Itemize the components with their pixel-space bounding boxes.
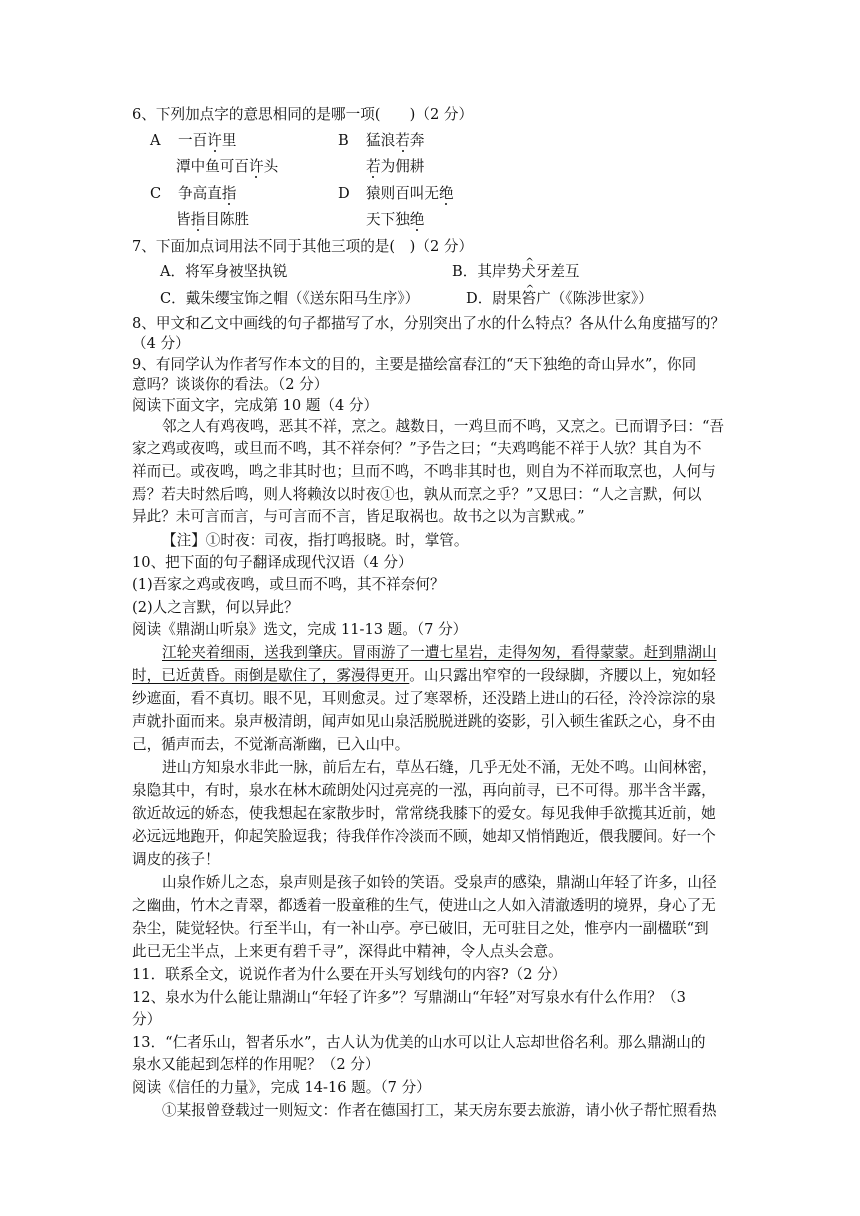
- q7-stem: 7、下面加点词用法不同于其他三项的是( )（2 分）: [132, 238, 474, 255]
- q6-option-b-line1: 猛浪若奔: [366, 132, 425, 149]
- emphasis-dot-char: 绝: [409, 211, 425, 228]
- underlined-sentence: 时，已近黄昏。雨倒是歇住了，雾漫得更开: [132, 667, 410, 684]
- q11-stem: 11．联系全文，说说作者为什么要在开头写划线句的内容?（2 分）: [132, 966, 567, 983]
- reading10-para-line: 异此？未可言而言，与可言而不言，皆足取祸也。故书之以为言默戒。”: [132, 508, 585, 525]
- emphasis-dot-char: 许: [248, 158, 264, 175]
- reading11-para-line: 纱遮面，看不真切。眼不见，耳则愈灵。过了寒翠桥，还没踏上进山的石径，泠泠淙淙的泉: [132, 690, 716, 707]
- reading11-para-line: 进山方知泉水非此一脉，前后左右，草丛石缝，几乎无处不涌，无处不鸣。山间林密，: [162, 759, 717, 776]
- q6-option-d-line1: 猿则百叫无绝: [366, 185, 454, 202]
- q6-option-c-label: C: [150, 185, 162, 202]
- q12-line2: 分）: [132, 1011, 162, 1028]
- q6-stem: 6、下列加点字的意思相同的是哪一项( )（2 分）: [132, 106, 474, 123]
- q7-option-b: B．其岸势^ 犬牙差互: [452, 261, 580, 283]
- q8-line2: （4 分）: [132, 335, 190, 352]
- q10-sentence-1: (1)吾家之鸡或夜鸣，或旦而不鸣，其不祥奈何？: [132, 576, 445, 593]
- emphasis-dot-char: 指: [190, 211, 206, 228]
- q9-line2: 意吗？谈谈你的看法。（2 分）: [132, 376, 329, 393]
- q6-option-d-line2: 天下独绝: [366, 211, 425, 228]
- reading11-para-line: 声就扑面而来。泉声极清朗，闻声如见山泉活脱脱迸跳的姿影，引入顿生雀跃之心，身不由: [132, 713, 716, 730]
- reading11-para-line: 此已无尘半点，上来更有碧千寻”，深得此中精神，令人点头会意。: [132, 943, 563, 960]
- q6-option-b-label: B: [338, 132, 349, 149]
- reading10-note: 【注】①时夜：司夜，指打鸣报晓。时，掌管。: [162, 532, 469, 549]
- reading11-para-line: 时，已近黄昏。雨倒是歇住了，雾漫得更开。山只露出窄窄的一段绿脚，齐腰以上，宛如轻: [132, 667, 716, 684]
- reading11-para-line: 泉隐其中，有时，泉水在林木疏朗处闪过亮亮的一泓，再向前寻，已不可得。那半含半露，: [132, 782, 716, 799]
- underlined-sentence: 江轮夹着细雨，送我到肇庆。冒雨游了一遭七星岩，走得匆匆，看得蒙蒙。赶到鼎湖山: [162, 644, 717, 661]
- reading14-intro: 阅读《信任的力量》，完成 14-16 题。（7 分）: [132, 1079, 431, 1096]
- q6-option-a-line2: 潭中鱼可百许头: [176, 158, 279, 175]
- reading10-para-line: 邻之人有鸡夜鸣，恶其不祥，烹之。越数日，一鸡旦而不鸣，又烹之。已而谓予曰：“吾: [162, 418, 725, 435]
- reading11-para-line: 欲近故远的娇态，使我想起在家散步时，常常绕我膝下的爱女。每见我伸手欲揽其近前，她: [132, 805, 716, 822]
- reading14-para-line: ①某报曾登载过一则短文：作者在德国打工，某天房东要去旅游，请小伙子帮忙照看热: [162, 1102, 717, 1119]
- q6-option-c-line2: 皆指目陈胜: [176, 211, 250, 228]
- q7-option-d: D．尉果^ 笞广（《陈涉世家》）: [466, 288, 653, 310]
- reading10-para-line: 家之鸡或夜鸣，或旦而不鸣，其不祥奈何？”予告之曰；“夫鸡鸣能不祥于人欤？其自为不: [132, 440, 702, 457]
- reading11-para-line: 己，循声而去，不觉渐高渐幽，已入山中。: [132, 736, 410, 753]
- emphasis-dot-char: 绝: [438, 185, 454, 202]
- q7-option-c: C．戴朱缨宝饰之帽（《送东阳马生序》）: [160, 290, 420, 307]
- q12-line1: 12、泉水为什么能让鼎湖山“年轻了许多”？写鼎湖山“年轻”对写泉水有什么作用？（3: [132, 989, 686, 1006]
- q6-option-b-line2: 若为佣耕: [366, 158, 425, 175]
- emphasis-caret-char: ^ 犬: [521, 263, 536, 280]
- reading10-intro: 阅读下面文字，完成第 10 题（4 分）: [132, 397, 379, 414]
- reading10-para-line: 焉？若夫时然后鸣，则人将赖汝以时夜①也，孰从而烹之乎？”又思曰：“人之言默，何以: [132, 486, 702, 503]
- reading11-para-line: 杂尘，陡觉轻快。行至半山，有一补山亭。亭已破旧，无可驻目之处，惟亭内一副楹联“到: [132, 920, 709, 937]
- q6-option-a-label: A: [150, 132, 161, 149]
- q10-stem: 10、把下面的句子翻译成现代汉语（4 分）: [132, 554, 413, 571]
- reading11-para-line: 调皮的孩子！: [132, 851, 220, 868]
- reading10-para-line: 祥而已。或夜鸣，鸣之非其时也；旦而不鸣，不鸣非其时也，则自为不祥而取烹也，人何与: [132, 463, 716, 480]
- reading11-para-line: 之幽曲，竹木之青翠，都透着一股童稚的生气，使进山之人如入清澈透明的境界，身心了无: [132, 897, 716, 914]
- q6-option-d-label: D: [338, 185, 350, 202]
- q9-line1: 9、有同学认为作者写作本文的目的，主要是描绘富春江的“天下独绝的奇山异水”，你同: [132, 356, 697, 373]
- emphasis-dot-char: 指: [221, 185, 237, 202]
- emphasis-dot-char: 若: [366, 158, 381, 175]
- emphasis-dot-char: 若: [395, 132, 410, 149]
- emphasis-caret-char: ^ 笞: [521, 290, 536, 307]
- q6-option-c-line1: 争高直指: [178, 185, 237, 202]
- reading11-para-line: 山泉作娇儿之态，泉声则是孩子如铃的笑语。受泉声的感染，鼎湖山年轻了许多，山径: [162, 874, 717, 891]
- reading11-underlined-line: [162, 642, 717, 664]
- q7-option-a: A．将军身被坚执锐: [160, 263, 288, 280]
- q13-line2: 泉水又能起到怎样的作用呢？（2 分）: [132, 1056, 380, 1073]
- q8-line1: 8、甲文和乙文中画线的句子都描写了水，分别突出了水的什么特点？各从什么角度描写的？: [132, 315, 726, 332]
- q13-line1: 13．“仁者乐山，智者乐水”，古人认为优美的山水可以让人忘却世俗名利。那么鼎湖山的: [132, 1034, 706, 1051]
- q10-sentence-2: (2)人之言默，何以异此？: [132, 599, 299, 616]
- reading11-intro: 阅读《鼎湖山听泉》选文，完成 11-13 题。（7 分）: [132, 621, 468, 638]
- reading11-para-line: 必远远地跑开，仰起笑脸逗我；待我佯作冷淡而不顾，她却又悄悄跑近，偎我腰间。好一个: [132, 828, 716, 845]
- q6-option-a-line1: 一百许里: [178, 132, 237, 149]
- emphasis-dot-char: 许: [207, 132, 222, 149]
